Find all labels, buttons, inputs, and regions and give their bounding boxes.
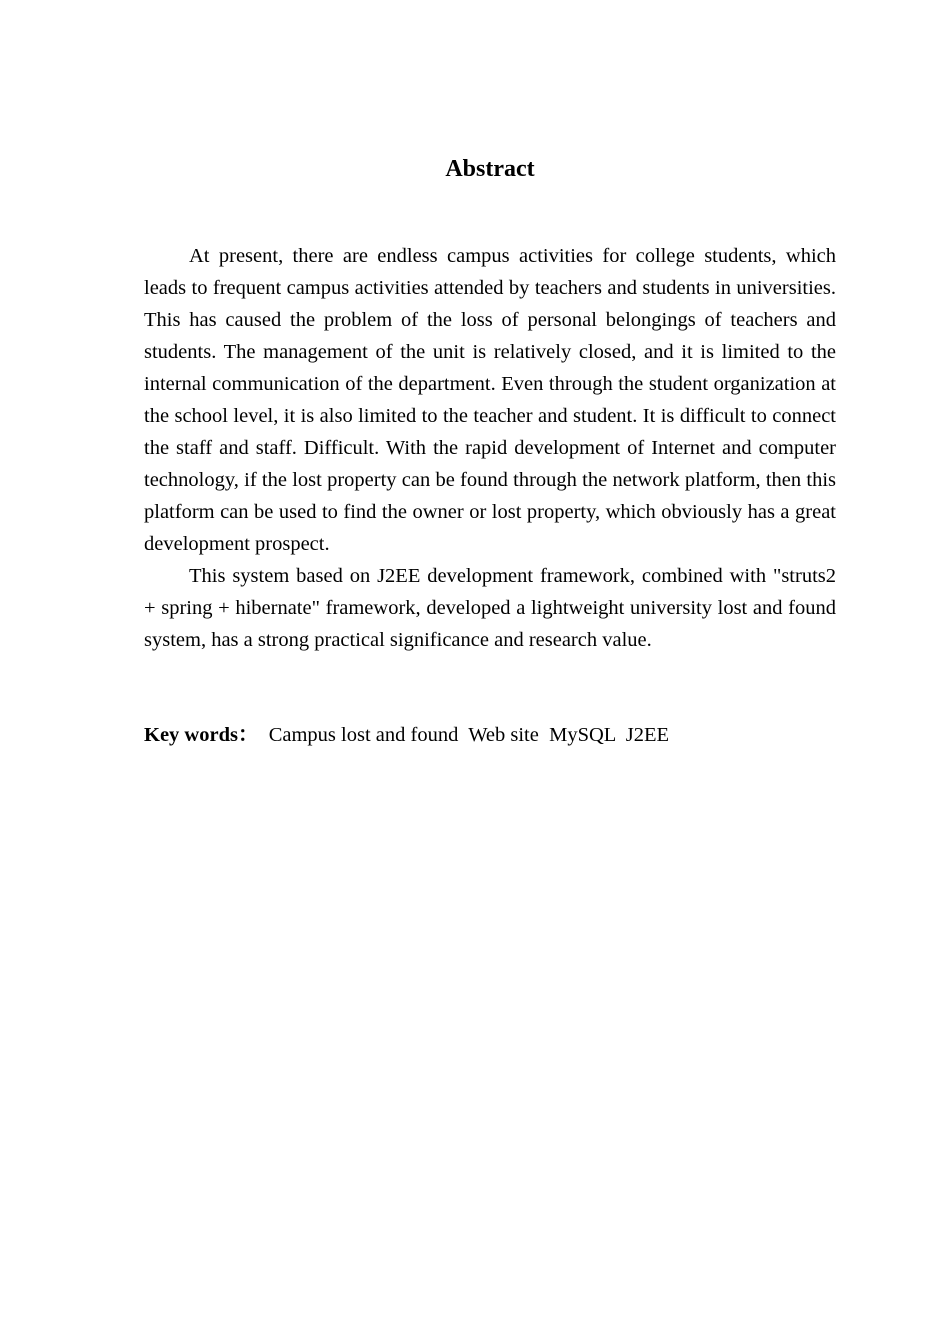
page-title: Abstract	[445, 156, 535, 182]
abstract-paragraph-1: At present, there are endless campus activities for college students, which leads to frequent campus activities attended by teachers and students in universities. This has caused the problem of the loss of personal belongings of teachers and students. The management of the unit is relatively closed, and it is limited to the internal communication of the department. Even through the student organization at the school level, it is also limited to the teacher and student. It is difficult to connect the staff and staff. Difficult. With the rapid development of Internet and computer technology, if the lost property can be found through the network platform, then this platform can be used to find the owner or lost property, which obviously has a great development prospect.	[144, 245, 836, 555]
abstract-paragraph-2: This system based on J2EE development framework, combined with "struts2 + spring + hibernate" framework, developed a lightweight university lost and found system, has a strong practical significance and research value.	[144, 565, 836, 651]
keywords-values: Campus lost and found Web site MySQL J2EE	[268, 724, 670, 746]
abstract-body	[144, 240, 836, 656]
keywords-label: Key words：	[144, 724, 259, 746]
keywords-line	[144, 719, 669, 751]
